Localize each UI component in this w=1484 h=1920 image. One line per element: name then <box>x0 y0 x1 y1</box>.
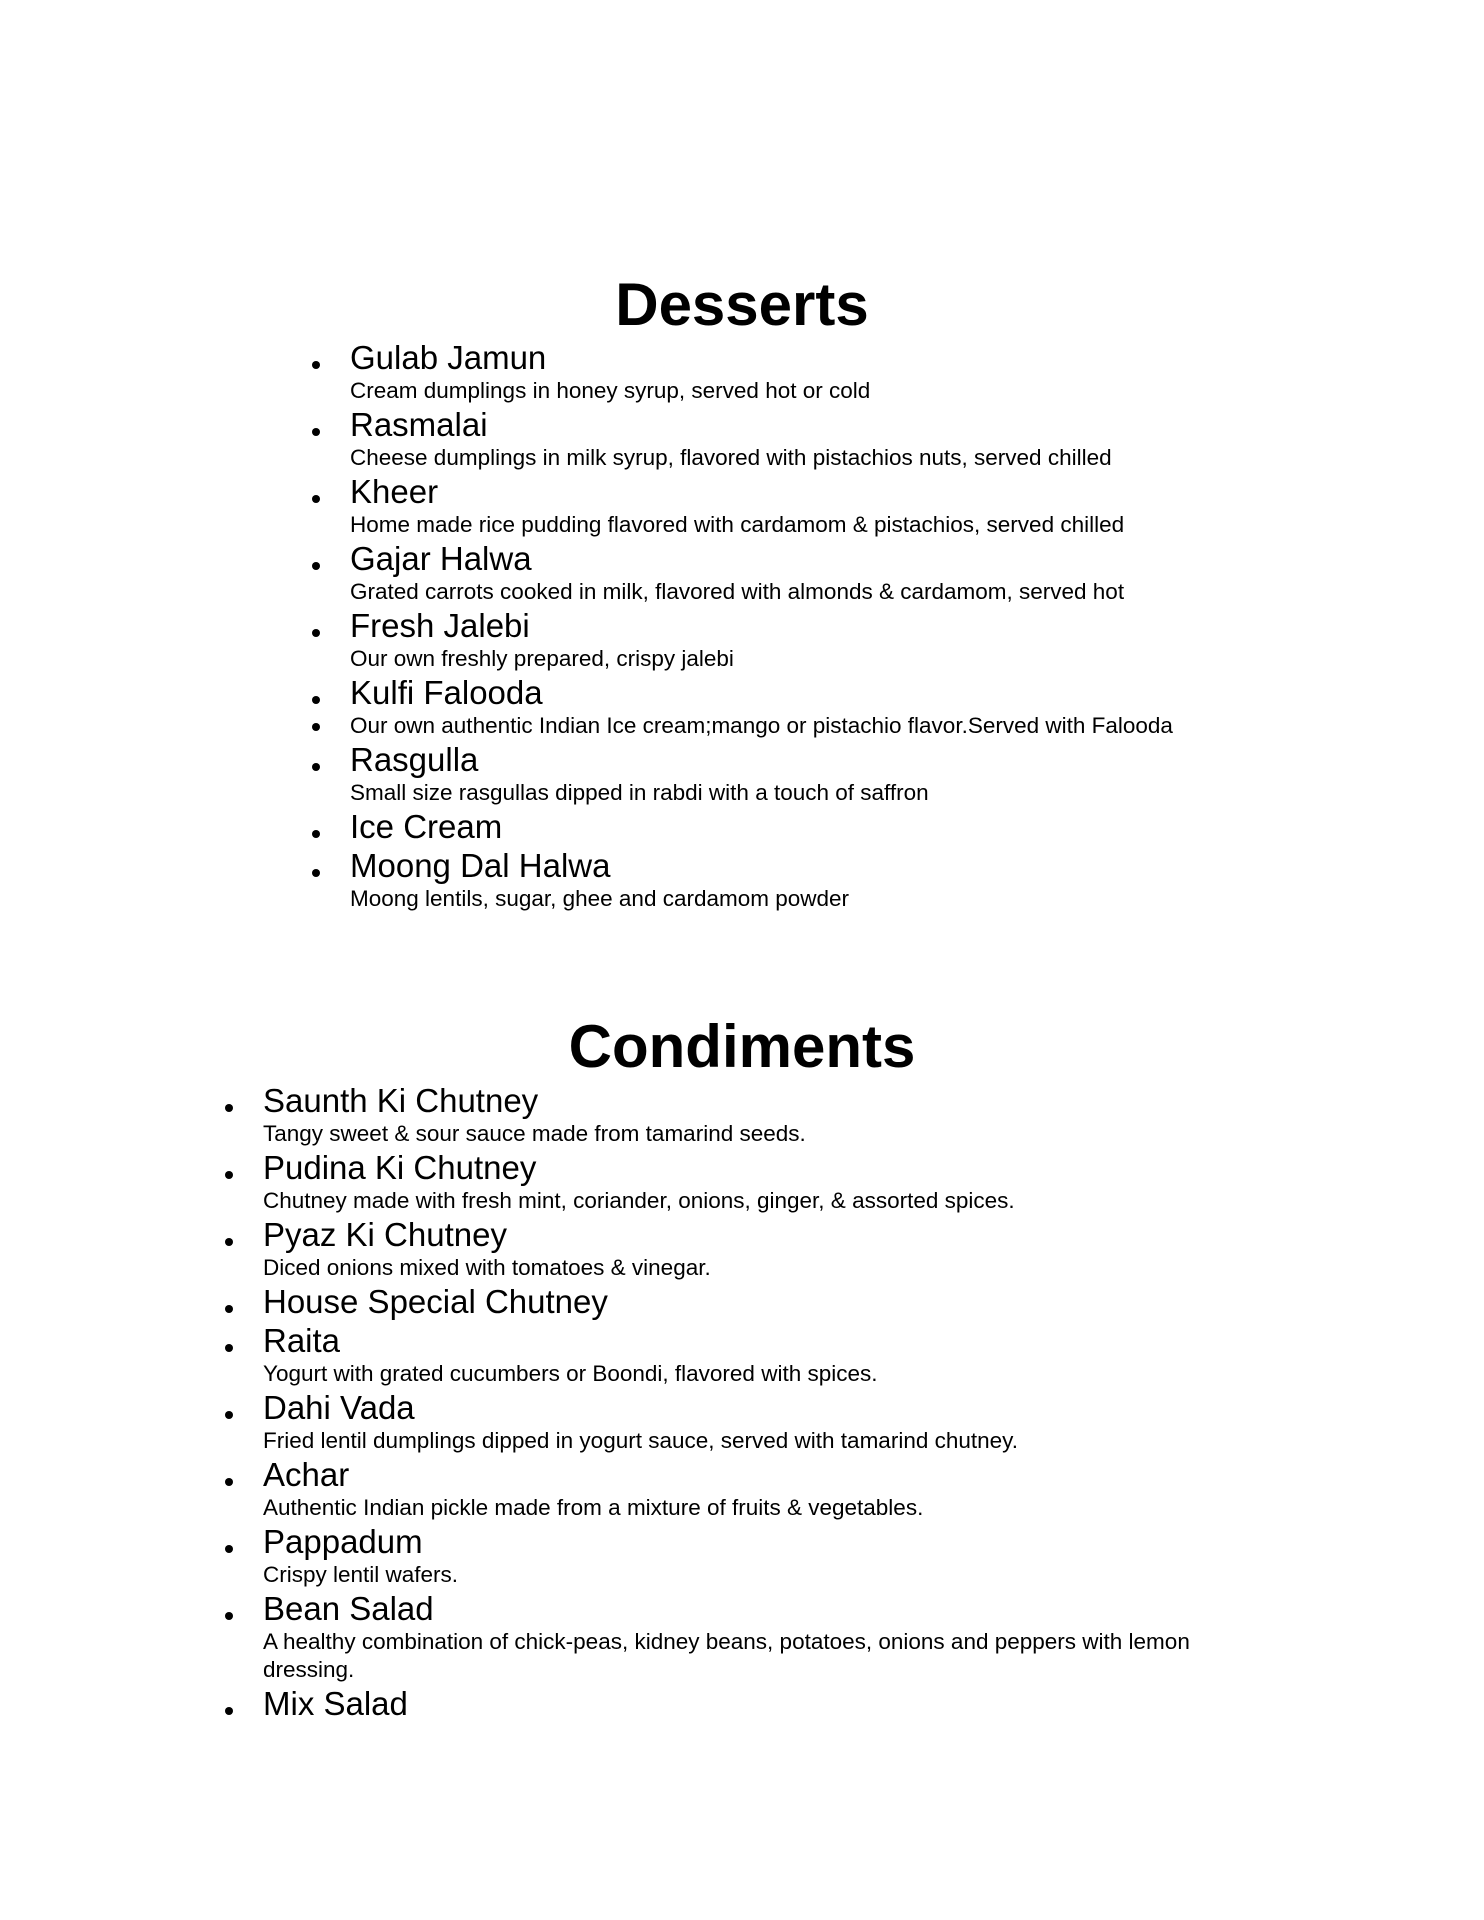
item-name: Pudina Ki Chutney <box>263 1149 537 1186</box>
item-name: Kheer <box>350 473 439 510</box>
item-name: Fresh Jalebi <box>350 607 530 644</box>
item-name: Rasgulla <box>350 741 479 778</box>
desserts-list <box>350 338 1350 913</box>
item-description: Cream dumplings in honey syrup, served hot or cold <box>350 378 871 403</box>
item-description: Tangy sweet & sour sauce made from tamarind seeds. <box>263 1121 806 1146</box>
item-name: Dahi Vada <box>263 1389 415 1426</box>
dessert-item <box>350 338 1350 405</box>
condiment-item <box>263 1282 1273 1321</box>
desserts-heading: Desserts <box>615 271 869 338</box>
item-name: Bean Salad <box>263 1590 434 1627</box>
item-name: Moong Dal Halwa <box>350 847 611 884</box>
item-description: Grated carrots cooked in milk, flavored with almonds & cardamom, served hot <box>350 579 1125 604</box>
item-description: A healthy combination of chick-peas, kidney beans, potatoes, onions and peppers with lemon dressing. <box>263 1629 1190 1682</box>
condiment-item <box>263 1589 1273 1684</box>
condiments-list <box>263 1081 1273 1723</box>
item-name: Mix Salad <box>263 1685 408 1722</box>
item-description: Yogurt with grated cucumbers or Boondi, flavored with spices. <box>263 1361 878 1386</box>
item-description: Moong lentils, sugar, ghee and cardamom powder <box>350 886 850 911</box>
condiment-item <box>263 1684 1273 1723</box>
item-description: Fried lentil dumplings dipped in yogurt sauce, served with tamarind chutney. <box>263 1428 1018 1453</box>
condiments-heading: Condiments <box>568 1013 916 1080</box>
condiment-item <box>263 1321 1273 1388</box>
item-name: Pyaz Ki Chutney <box>263 1216 507 1253</box>
condiment-item <box>263 1148 1273 1215</box>
dessert-item <box>350 673 1350 712</box>
dessert-item <box>350 472 1350 539</box>
item-name: Kulfi Falooda <box>350 674 543 711</box>
item-description: Cheese dumplings in milk syrup, flavored with pistachios nuts, served chilled <box>350 445 1112 470</box>
dessert-item <box>350 807 1350 846</box>
dessert-item <box>350 606 1350 673</box>
item-description: Small size rasgullas dipped in rabdi with a touch of saffron <box>350 780 929 805</box>
item-name: Achar <box>263 1456 350 1493</box>
item-name: Our own authentic Indian Ice cream;mango or pistachio flavor.Served with Falooda <box>350 713 1173 738</box>
item-name: Rasmalai <box>350 406 488 443</box>
dessert-item <box>350 405 1350 472</box>
item-name: Gajar Halwa <box>350 540 532 577</box>
dessert-item <box>350 846 1350 913</box>
dessert-item <box>350 712 1350 740</box>
item-name: Pappadum <box>263 1523 423 1560</box>
item-description: Authentic Indian pickle made from a mixture of fruits & vegetables. <box>263 1495 924 1520</box>
condiment-item <box>263 1522 1273 1589</box>
item-name: Saunth Ki Chutney <box>263 1082 539 1119</box>
item-name: Ice Cream <box>350 808 503 845</box>
condiment-item <box>263 1081 1273 1148</box>
condiment-item <box>263 1455 1273 1522</box>
item-description: Our own freshly prepared, crispy jalebi <box>350 646 734 671</box>
item-description: Diced onions mixed with tomatoes & vinegar. <box>263 1255 711 1280</box>
item-name: Gulab Jamun <box>350 339 547 376</box>
condiment-item <box>263 1215 1273 1282</box>
item-description: Crispy lentil wafers. <box>263 1562 459 1587</box>
item-name: House Special Chutney <box>263 1283 608 1320</box>
item-name: Raita <box>263 1322 341 1359</box>
dessert-item <box>350 539 1350 606</box>
dessert-item <box>350 740 1350 807</box>
condiment-item <box>263 1388 1273 1455</box>
item-description: Chutney made with fresh mint, coriander, onions, ginger, & assorted spices. <box>263 1188 1015 1213</box>
item-description: Home made rice pudding flavored with cardamom & pistachios, served chilled <box>350 512 1125 537</box>
